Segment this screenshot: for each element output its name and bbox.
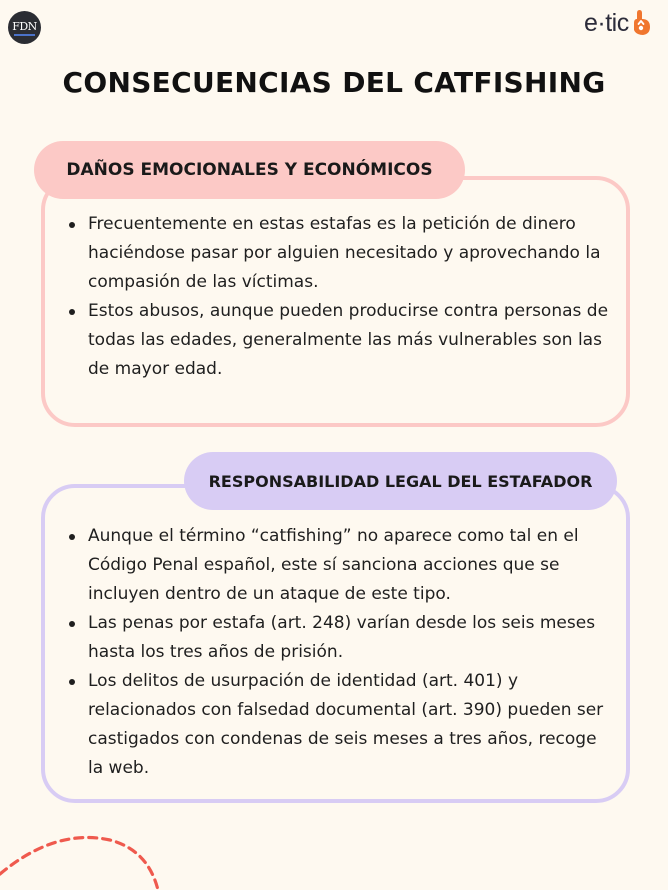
etic-logo <box>584 8 652 38</box>
fdn-logo-text: FDN <box>12 20 37 33</box>
hand-pointer-icon <box>630 9 652 37</box>
page-title: CONSECUENCIAS DEL CATFISHING <box>62 66 606 99</box>
list-item: Las penas por estafa (art. 248) varían desde los seis meses hasta los tres años de prisión. <box>68 609 613 667</box>
section-emotional-damage-heading: DAÑOS EMOCIONALES Y ECONÓMICOS <box>34 141 465 199</box>
list-item: Aunque el término “catfishing” no aparece como tal en el Código Penal español, este sí sanciona acciones que se incluyen dentro de un ataque de este tipo. <box>68 522 613 609</box>
list-item: Estos abusos, aunque pueden producirse contra personas de todas las edades, generalmente las más vulnerables son las de mayor edad. <box>68 297 613 384</box>
fdn-logo-underline <box>14 34 35 36</box>
etic-logo-text: e·tic <box>584 8 629 37</box>
section-legal-responsibility-heading: RESPONSABILIDAD LEGAL DEL ESTAFADOR <box>184 452 617 510</box>
list-item: Frecuentemente en estas estafas es la petición de dinero haciéndose pasar por alguien necesitado y aprovechando la compasión de las víctimas. <box>68 210 613 297</box>
fdn-logo <box>8 11 41 44</box>
dashed-curve-decoration <box>0 820 668 890</box>
section-emotional-damage-list <box>68 210 613 384</box>
list-item: Los delitos de usurpación de identidad (art. 401) y relacionados con falsedad documental (art. 390) pueden ser castigados con condenas de seis meses a tres años, recoge la web. <box>68 667 613 783</box>
section-legal-responsibility-list <box>68 522 613 783</box>
